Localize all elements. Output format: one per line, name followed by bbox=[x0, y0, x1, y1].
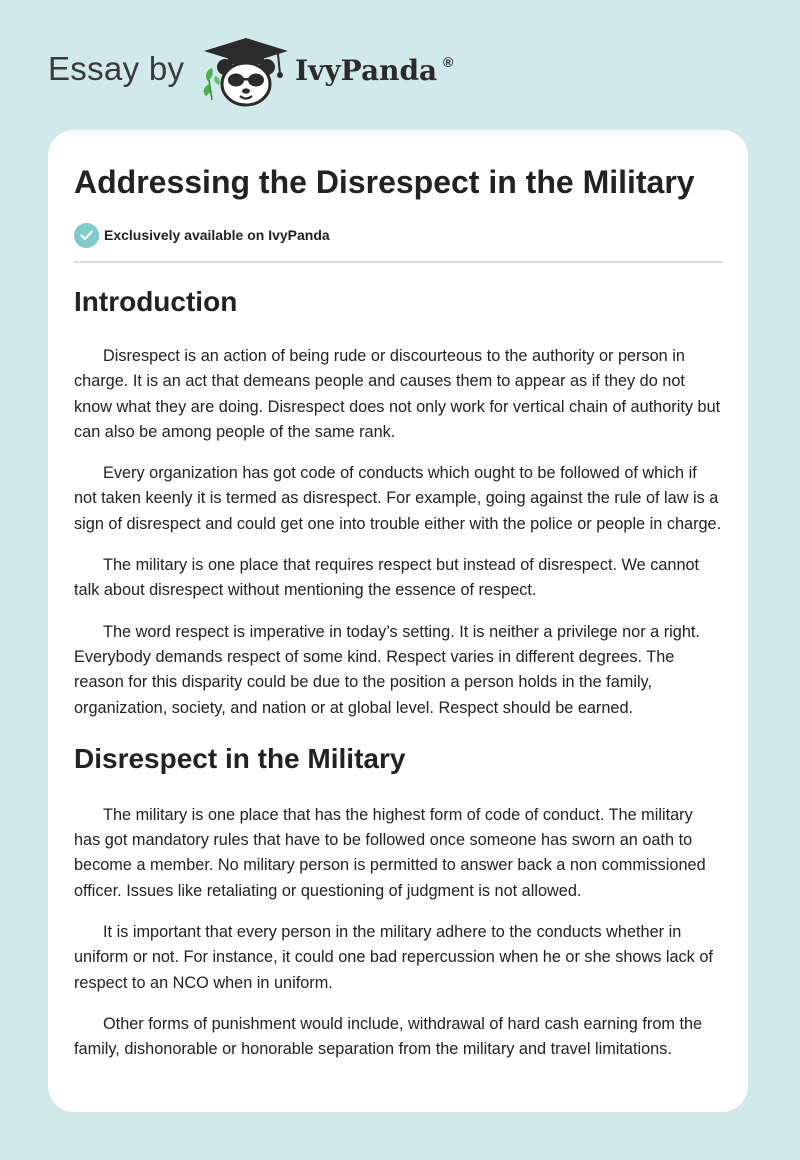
check-icon bbox=[74, 223, 99, 248]
paragraph: The word respect is imperative in today’s setting. It is neither a privilege nor a right. Everybody demands respect of some kind. Respect varies in different degrees. The reason for this disparity could be due to the position a person holds in the family, organization, society, and nation or at global level. Respect should be earned. bbox=[74, 622, 700, 717]
page-title: Addressing the Disrespect in the Military bbox=[74, 164, 695, 200]
paragraph: Disrespect is an action of being rude or discourteous to the authority or person in charge. It is an act that demeans people and causes them to appear as if they do not know what they are doing. Disrespect does not only work for vertical chain of authority but can also be among people of the same rank. bbox=[74, 347, 721, 441]
site-header bbox=[0, 0, 800, 130]
panda-graduate-icon[interactable] bbox=[200, 34, 292, 110]
paragraph: The military is one place that has the highest form of code of conduct. The military has got mandatory rules that have to be followed once someone has sworn an oath to become a member. No military person is permitted to answer back a non commissioned officer. Issues like retaliating or questioning of judgment is not allowed. bbox=[74, 805, 706, 900]
paragraph: Every organization has got code of conducts which ought to be followed of which if not taken keenly it is termed as disrespect. For example, going against the rule of law is a sign of disrespect and could get one into trouble either with the police or people in charge. bbox=[74, 464, 722, 533]
section-introduction bbox=[74, 280, 723, 721]
essay-card bbox=[48, 130, 748, 1112]
essay-content bbox=[74, 280, 723, 1079]
divider bbox=[74, 261, 723, 263]
brand-prefix: Essay by bbox=[48, 50, 185, 87]
paragraph: It is important that every person in the military adhere to the conducts whether in uniform or not. For instance, it could one bad repercussion when he or she shows lack of respect to an NCO when in uniform. bbox=[74, 923, 713, 992]
exclusive-badge bbox=[74, 222, 330, 248]
badge-label: Exclusively available on IvyPanda bbox=[104, 227, 330, 243]
section-heading: Disrespect in the Military bbox=[74, 742, 406, 774]
paragraph: The military is one place that requires respect but instead of disrespect. We cannot talk about disrespect without mentioning the essence of respect. bbox=[74, 556, 700, 600]
registered-mark: ® bbox=[443, 54, 454, 70]
section-heading: Introduction bbox=[74, 286, 238, 317]
paragraph: Other forms of punishment would include, withdrawal of hard cash earning from the family, dishonorable or honorable separation from the military and travel limitations. bbox=[74, 1014, 703, 1059]
section-disrespect-in-military bbox=[74, 737, 723, 1063]
brand-name[interactable]: IvyPanda bbox=[295, 54, 438, 87]
